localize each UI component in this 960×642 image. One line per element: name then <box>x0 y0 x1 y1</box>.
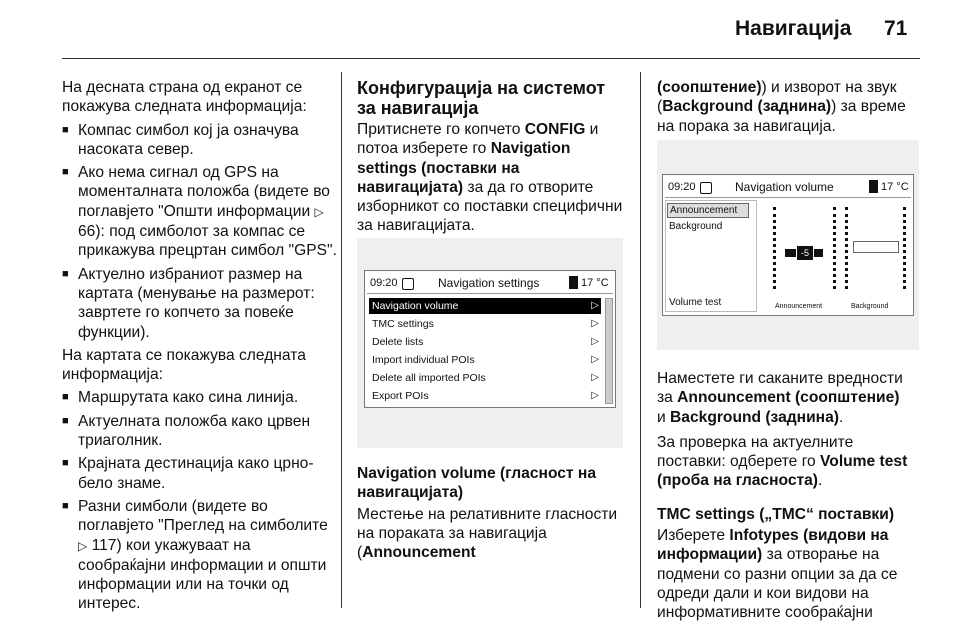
config-label: CONFIG <box>524 121 586 138</box>
list-item: ■ Актуелно избраниот размер на картата (менување на размерот: завртете го копчето за повеќе функции). <box>62 265 338 342</box>
menu-item-volume-test[interactable]: Volume test <box>669 297 722 308</box>
chevron-right-icon: ▷ <box>591 390 599 401</box>
paragraph <box>357 120 627 236</box>
announcement-value: -5 <box>796 245 814 261</box>
screen-title: Navigation volume <box>735 180 834 194</box>
navigation-settings-label: Navigation settings (поставки на навигацијата) <box>357 140 571 196</box>
list-item-ref: 117) кои укажуваат на сообраќајни информации и општи информации или на точки од интерес. <box>78 536 327 613</box>
paragraph <box>657 369 923 427</box>
text: Наместете ги саканите вредности за <box>657 370 903 407</box>
right-column-bottom <box>657 369 923 623</box>
menu-item-export-pois[interactable] <box>369 388 601 404</box>
left-intro: На десната страна од екранот се покажува следната информација: <box>62 79 307 116</box>
page-ref-icon: ▷ <box>78 538 88 553</box>
page-title: Навигација <box>735 17 852 40</box>
text: Изберете <box>657 527 730 545</box>
navigation-settings-screen <box>364 270 616 408</box>
announcement-label: (соопштение) <box>657 79 762 96</box>
announcement-scale <box>773 207 778 289</box>
announcement-label: Announcement (соопштение) <box>677 389 900 407</box>
paragraph <box>657 78 921 136</box>
menu-item-delete-imported-pois[interactable] <box>369 370 601 386</box>
menu-item-label: Export POIs <box>372 390 429 402</box>
subheading-tmc-settings: TMC settings („TMC“ поставки) <box>657 505 895 523</box>
announcement-label: Announcement <box>775 303 823 310</box>
left-intro-2: На картата се покажува следната информација: <box>62 346 306 384</box>
clock-icon <box>700 182 712 194</box>
list-item <box>62 497 338 614</box>
background-scale <box>845 207 850 289</box>
menu-item-label: Import individual POIs <box>372 354 475 366</box>
list-item-ref: 66): под симболот за компас се прикажува прецртан симбол "GPS". <box>78 223 337 260</box>
text: Местење на релативните гласности на пораката за навигација ( <box>357 505 618 562</box>
infotypes-label: Infotypes (видови на информации) <box>657 527 889 564</box>
announcement-label: Announcement <box>362 544 476 562</box>
page-number: 71 <box>884 17 908 40</box>
paragraph <box>357 505 627 563</box>
temperature: 17 °C <box>581 277 609 289</box>
background-scale <box>903 207 908 289</box>
menu-item-label: Delete all imported POIs <box>372 372 486 384</box>
temperature: 17 °C <box>881 181 909 193</box>
navigation-volume-screen <box>662 174 914 316</box>
list-item: ■ Крајната дестинација како црно-бело знаме. <box>62 454 338 493</box>
list-item-text: Ако нема сигнал од GPS на моменталната положба (видете во поглавјето "Општи информации <box>78 164 330 220</box>
text: и <box>657 408 671 426</box>
background-label: Background <box>851 303 889 310</box>
right-column-top <box>657 78 921 136</box>
menu-item-tmc-settings[interactable] <box>369 316 601 332</box>
column-divider <box>341 72 342 608</box>
list-item-text: Разни симболи (видете во поглавјето "Преглед на симболите <box>78 497 328 535</box>
announcement-scale <box>833 207 838 289</box>
title-divider <box>367 293 613 294</box>
paragraph <box>657 433 923 491</box>
list-item <box>62 163 338 260</box>
chevron-right-icon: ▷ <box>591 318 599 329</box>
list-item: ■ Маршрутата како сина линија. <box>62 388 338 407</box>
menu-item-background[interactable]: Background <box>669 221 723 232</box>
list-item: ■ Компас симбол кој ја означува насоката север. <box>62 121 338 160</box>
page-ref-icon: ▷ <box>314 204 324 219</box>
screen-title: Navigation settings <box>438 276 540 290</box>
text: . <box>818 472 823 490</box>
menu-item-delete-lists[interactable] <box>369 334 601 350</box>
middle-column-bottom <box>357 464 627 562</box>
chevron-right-icon: ▷ <box>591 372 599 383</box>
menu-item-label: Navigation volume <box>372 300 459 312</box>
text: Притиснете го копчето <box>357 121 525 138</box>
list-item: ■ Актуелната положба како црвен триаголник. <box>62 412 338 451</box>
menu-item-label: TMC settings <box>372 318 434 330</box>
text: . <box>838 408 844 426</box>
chevron-right-icon: ▷ <box>591 336 599 347</box>
header-rule <box>62 58 920 59</box>
background-slider[interactable] <box>853 241 899 253</box>
text: За проверка на актуелните поставки: одберете го <box>657 433 854 471</box>
navigation-volume-figure <box>657 140 919 350</box>
navigation-settings-figure <box>357 238 623 448</box>
background-label: Background (заднина) <box>670 408 839 426</box>
menu-item-navigation-volume[interactable] <box>369 298 601 314</box>
column-divider <box>640 72 641 608</box>
middle-column <box>357 78 627 236</box>
scrollbar[interactable] <box>605 298 613 404</box>
text: ) за време на порака за навигација. <box>657 98 906 135</box>
left-column <box>62 78 338 614</box>
thermometer-icon <box>569 276 578 289</box>
chevron-right-icon: ▷ <box>591 354 599 365</box>
text: и потоа изберете го <box>357 121 599 158</box>
menu-item-announcement[interactable]: Announcement <box>667 203 749 218</box>
volume-test-label: Volume test (проба на гласноста) <box>657 453 908 490</box>
left-menu-border <box>665 200 757 312</box>
text: за да го отворите изборникот со поставки специфични за навигацијата. <box>357 178 623 235</box>
clock-icon <box>402 278 414 290</box>
background-label: Background (заднина) <box>662 98 832 116</box>
menu-item-import-pois[interactable] <box>369 352 601 368</box>
text: ) и изворот на звук ( <box>657 79 897 116</box>
title-divider <box>665 197 911 198</box>
section-heading: Конфигурација на системот за навигација <box>357 78 606 118</box>
chevron-right-icon: ▷ <box>591 300 599 311</box>
thermometer-icon <box>869 180 878 193</box>
paragraph <box>657 526 923 622</box>
text: за отворање на подмени со разни опции за да се одреди дали и кои видови на информативните сообраќајни <box>657 546 898 622</box>
subheading-navigation-volume: Navigation volume (гласност на навигацијата) <box>357 465 596 502</box>
menu-item-label: Delete lists <box>372 336 424 348</box>
clock-time: 09:20 <box>668 181 696 193</box>
clock-time: 09:20 <box>370 277 398 289</box>
